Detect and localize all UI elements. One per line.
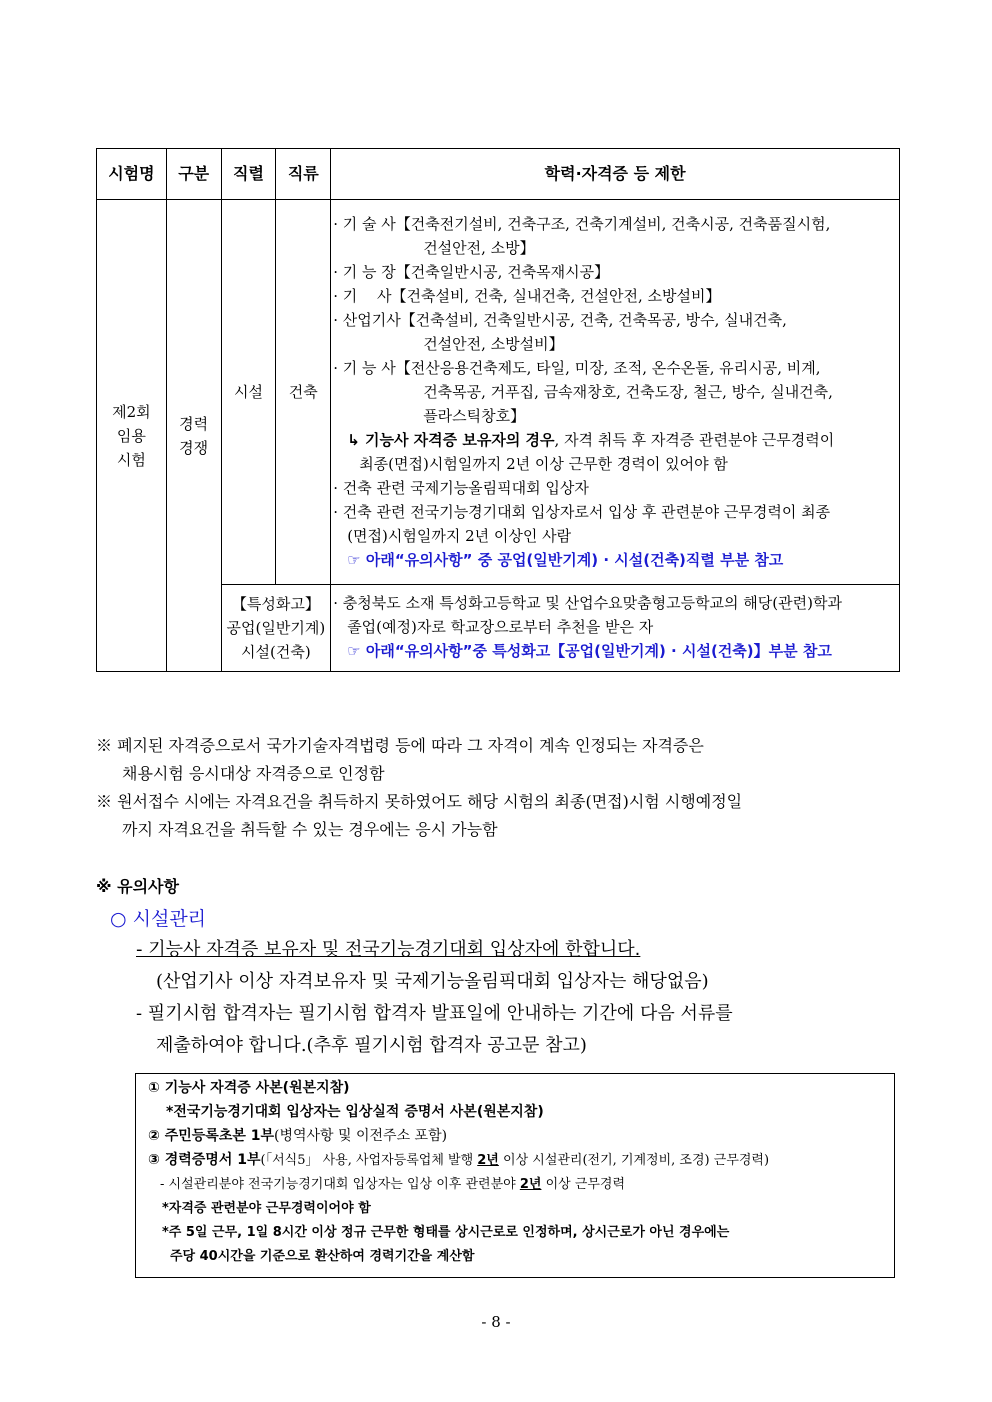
- table-header-row: [97, 149, 900, 200]
- doc-line: [148, 1148, 894, 1173]
- doc-line: [148, 1173, 894, 1197]
- facility-line: 제출하여야 합니다.(추후 필기시험 합격자 공고문 참고): [156, 1035, 587, 1056]
- req-line: · 기 술 사【건축전기설비, 건축구조, 건축기계설비, 건축시공, 건축품질시험,: [333, 215, 831, 233]
- header-class: 직류: [276, 149, 331, 200]
- facility-content: [136, 934, 896, 1062]
- reference-note: ☞ 아래“유의사항” 중 공업(일반기계) · 시설(건축)직렬 부분 참고: [347, 551, 784, 569]
- req-line: 건설안전, 소방설비】: [423, 335, 564, 353]
- special-label: 【특성화고】: [231, 595, 320, 613]
- note-line: 까지 자격요건을 취득할 수 있는 경우에는 응시 가능함: [122, 820, 498, 839]
- cautions-title: ※ 유의사항: [96, 877, 179, 896]
- doc-line: 주당 40시간을 기준으로 환산하여 경력기간을 계산함: [170, 1249, 475, 1264]
- table-row: [97, 200, 900, 585]
- doc-line-underline: 2년: [519, 1177, 542, 1192]
- facility-line: (산업기사 이상 자격보유자 및 국제기능올림픽대회 입상자는 해당없음): [156, 971, 709, 992]
- requirements-cell: [331, 200, 900, 585]
- craftsman-note-bold: ↳ 기능사 자격증 보유자의 경우: [347, 431, 555, 449]
- note-line: 채용시험 응시대상 자격증으로 인정함: [122, 764, 385, 783]
- series-cell: 시설: [221, 200, 276, 585]
- doc-line-text: - 시설관리분야 전국기능경기대회 입상자는 입상 이후 관련분야: [160, 1177, 520, 1192]
- facility-line: - 기능사 자격증 보유자 및 전국기능경기대회 입상자에 한합니다.: [136, 939, 641, 960]
- doc-line-bold: ③ 경력증명서 1부: [148, 1152, 261, 1168]
- special-requirements-cell: [331, 585, 900, 672]
- doc-line-bold: ② 주민등록초본 1부: [148, 1128, 275, 1144]
- special-req: · 충청북도 소재 특성화고등학교 및 산업수요맞춤형고등학교의 해당(관련)학과: [333, 594, 842, 612]
- req-line: 플라스틱창호】: [423, 407, 526, 425]
- natl-winner-line2: (면접)시험일까지 2년 이상인 사람: [347, 527, 572, 545]
- header-exam-name: 시험명: [97, 149, 167, 200]
- req-line: 건설안전, 소방】: [423, 239, 535, 257]
- qualification-table: [96, 148, 900, 672]
- req-line: · 기 능 장【건축일반시공, 건축목재시공】: [333, 263, 610, 281]
- page-number: - 8 -: [481, 1313, 511, 1331]
- req-line: · 기 사【건축설비, 건축, 실내건축, 건설안전, 소방설비】: [333, 287, 721, 305]
- doc-line: *자격증 관련분야 근무경력이어야 함: [162, 1201, 371, 1216]
- craftsman-note-line2: 최종(면접)시험일까지 2년 이상 근무한 경력이 있어야 함: [359, 455, 728, 473]
- documents-box: [135, 1073, 895, 1278]
- class-cell: 건축: [276, 200, 331, 585]
- doc-line: ① 기능사 자격증 사본(원본지참): [148, 1080, 350, 1096]
- doc-line: [148, 1124, 894, 1148]
- doc-line-text: 이상 시설관리(전기, 기계정비, 조경) 근무경력): [498, 1153, 770, 1168]
- note-line: ※ 원서접수 시에는 자격요건을 취득하지 못하였어도 해당 시험의 최종(면접)시험 시행예정일: [96, 792, 743, 811]
- req-line: 건축목공, 거푸집, 금속재창호, 건축도장, 철근, 방수, 실내건축,: [423, 383, 833, 401]
- req-line: · 기 능 사【전산응용건축제도, 타일, 미장, 조적, 온수온돌, 유리시공, 비계,: [333, 359, 821, 377]
- special-school-cell: [221, 585, 331, 672]
- header-division: 구분: [166, 149, 221, 200]
- doc-line: *전국기능경기대회 입상자는 입상실적 증명서 사본(원본지참): [166, 1104, 544, 1120]
- reference-note: ☞ 아래“유의사항”중 특성화고【공업(일반기계) · 시설(건축)】부분 참고: [347, 642, 832, 660]
- header-requirements: 학력·자격증 등 제한: [331, 149, 900, 200]
- special-label: 공업(일반기계): [226, 619, 326, 637]
- req-line: · 산업기사【건축설비, 건축일반시공, 건축, 건축목공, 방수, 실내건축,: [333, 311, 787, 329]
- facility-line: - 필기시험 합격자는 필기시험 합격자 발표일에 안내하는 기간에 다음 서류를: [136, 1003, 733, 1024]
- doc-line: *주 5일 근무, 1일 8시간 이상 정규 근무한 형태를 상시근로로 인정하며, 상시근로가 아닌 경우에는: [162, 1225, 730, 1240]
- doc-line-text: (병역사항 및 이전주소 포함): [274, 1128, 448, 1144]
- natl-winner: · 건축 관련 전국기능경기대회 입상자로서 입상 후 관련분야 근무경력이 최종: [333, 503, 831, 521]
- craftsman-note-rest: , 자격 취득 후 자격증 관련분야 근무경력이: [554, 431, 835, 449]
- craftsman-note: [333, 428, 895, 452]
- doc-line-underline: 2년: [477, 1153, 499, 1168]
- exam-name-cell: 제2회 임용 시험: [97, 200, 167, 672]
- facility-title: ○ 시설관리: [110, 908, 207, 930]
- division-cell: 경력 경쟁: [166, 200, 221, 672]
- special-req: 졸업(예정)자로 학교장으로부터 추천을 받은 자: [347, 618, 654, 636]
- note-abolished: [96, 732, 896, 788]
- note-line: ※ 폐지된 자격증으로서 국가기술자격법령 등에 따라 그 자격이 계속 인정되는 자격증은: [96, 736, 704, 755]
- doc-line-text: (「서식5」 사용, 사업자등록업체 발행: [260, 1153, 478, 1168]
- note-application: [96, 788, 896, 844]
- special-label: 시설(건축): [241, 643, 311, 661]
- intl-winner: · 건축 관련 국제기능올림픽대회 입상자: [333, 479, 589, 497]
- doc-line-text: 이상 근무경력: [541, 1177, 626, 1192]
- header-series: 직렬: [221, 149, 276, 200]
